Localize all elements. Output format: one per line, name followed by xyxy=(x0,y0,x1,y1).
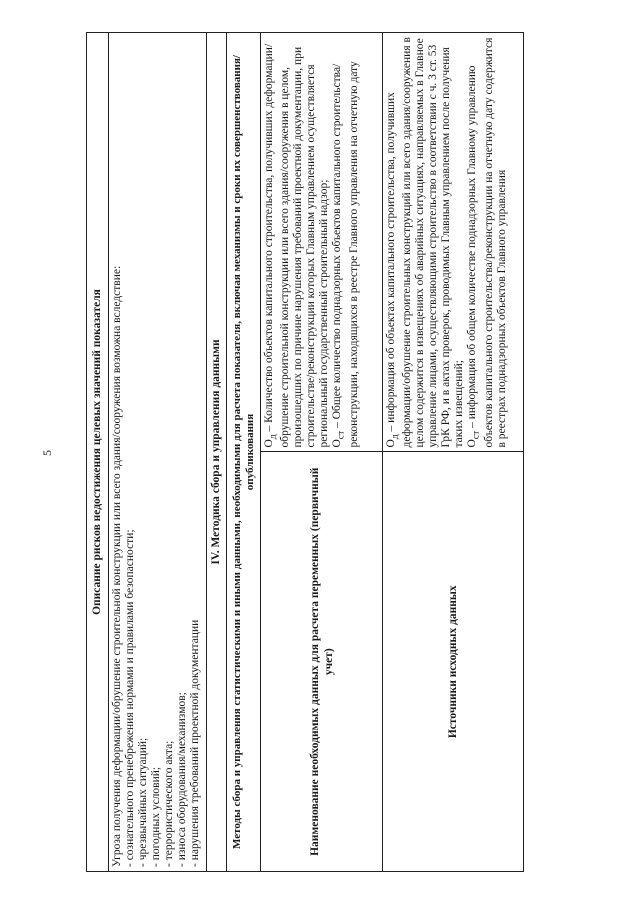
od-symbol: О xyxy=(263,439,275,448)
rotated-page-content xyxy=(86,32,524,872)
risk-item: - сознательного пренебрежения нормами и правилами безопасности; xyxy=(124,529,136,867)
ost-symbol: О xyxy=(466,439,479,448)
ost-subscript: ст xyxy=(470,430,482,440)
od-subscript: д xyxy=(267,434,279,440)
risk-item: - износа оборудования/механизмов; xyxy=(176,692,188,867)
page-number: 5 xyxy=(40,450,54,456)
ost-symbol: О xyxy=(331,439,344,448)
indicator-table xyxy=(86,32,524,872)
od-definition xyxy=(263,37,331,448)
risks-intro: Угроза получения деформации/обрушение строительной конструкции или всего здания/сооружения возможна вследствие: xyxy=(111,265,123,867)
risk-item: - чрезвычайных ситуаций; xyxy=(137,737,149,867)
od-symbol: О xyxy=(385,439,397,448)
od-text: – Количество объектов капитального строительства, получивших деформации/обрушение строительной конструкции или всего здания/сооружения в целом, произошедших по причине нарушения требований проектной документации, при строительстве/реконструкции которых Главным управлением осуществляется региональный государственный строительный надзор; xyxy=(263,43,331,448)
risks-body xyxy=(109,33,207,872)
od-source xyxy=(385,37,466,448)
ost-source xyxy=(466,37,508,448)
names-content xyxy=(261,33,383,453)
section-title: IV. Методика сбора и управления данными xyxy=(207,33,227,872)
ost-source-text: – информация об общем количестве поднадзорных Главному управлению объектов капитального строительства/реконструкции на отчетную дату содержится в реестрах поднадзорных объектов Главного управления xyxy=(466,37,508,448)
methods-header: Методы сбора и управления статистическими и иными данными, необходимыми для расчета показателя, включая механизмы и сроки их совершенствования/опубликования xyxy=(227,33,261,872)
risk-item: - погодных условий; xyxy=(150,766,162,867)
sources-content xyxy=(383,33,524,453)
risk-item: - террористического акта; xyxy=(163,740,175,867)
risks-header: Описание рисков недостижения целевых значений показателя xyxy=(87,33,109,872)
ost-text: – Общее количество поднадзорных объектов капитального строительства/реконструкции, находящихся в реестре Главного управления на отчетную дату xyxy=(331,61,360,448)
od-source-text: – информация об объектах капитального строительства, получивших деформации/обрушение строительных конструкций или всего здания/сооружения в целом содержится в извещениях об аварийных ситуациях, направляемых в Главное управление лицами, осуществляющими строительство в соответствии с ч. 3 ст. 53 ГрК РФ, и в актах проверок, проводимых Главным управлением после получения таких извещений; xyxy=(385,37,466,448)
risk-item: - нарушения требований проектной документации xyxy=(189,619,201,867)
ost-definition xyxy=(331,37,360,448)
names-label: Наименование необходимых данных для расчета переменных (первичный учет) xyxy=(261,452,383,872)
ost-subscript: ст xyxy=(335,430,347,440)
sources-label: Источники исходных данных xyxy=(383,452,524,872)
od-subscript: д xyxy=(389,434,401,440)
